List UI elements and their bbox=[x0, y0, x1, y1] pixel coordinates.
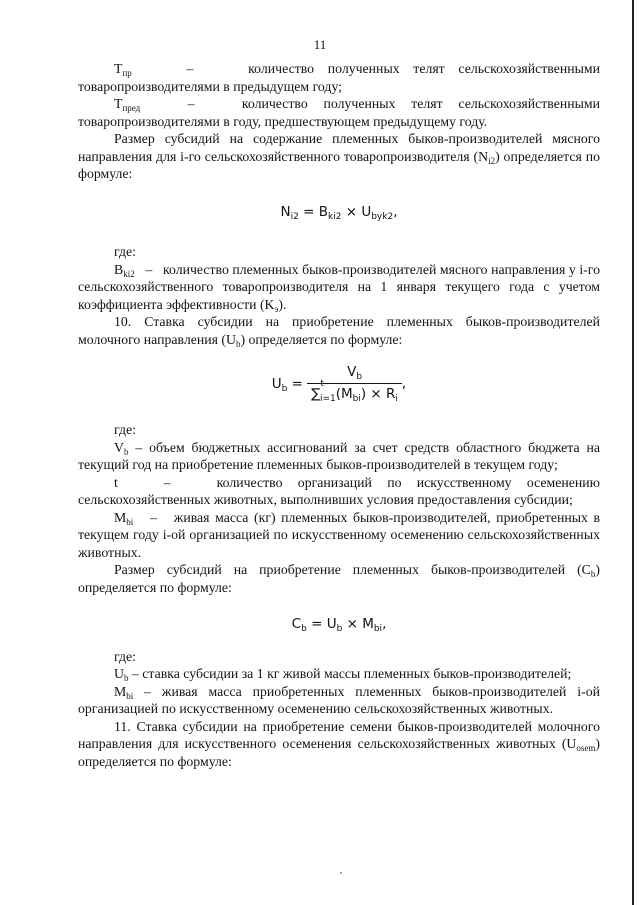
formula-ub-denominator: $\sum^t_{i=1}(M_{bi}) \times R_i$ bbox=[311, 379, 398, 404]
paragraph: $U_b$ – ставка субсидии за 1 кг живой массы племенных быков-производителей; bbox=[114, 666, 572, 683]
paragraph: $M_{bi}$ – живая масса (кг) племенных быков-производителей, приобретенных в текущем году i-ой организацией по искусственному осеменению сельскохозяйственных животных. bbox=[78, 509, 600, 560]
formula-ub-lhs: $U_b$ = bbox=[271, 375, 303, 394]
paragraph: $B_{ki2}$ – количество племенных быков-производителей мясного направления у i-го сельскохозяйственного товаропроизводителя на 1 января текущего года с учетом коэффициента эффективности $(K_э)$. bbox=[78, 261, 600, 314]
paragraph: $Т_{пред}$ – количество полученных телят сельскохозяйственными товаропроизводителями в году, предшествующем предыдущему году. bbox=[78, 96, 600, 129]
paragraph: Размер субсидий на приобретение племенных быков-производителей $(C_b)$ определяется по формуле: bbox=[78, 562, 600, 595]
formula-cb: $C_b = U_b \times M_{bi}$, bbox=[291, 616, 387, 634]
paragraph: $V_b$ – объем бюджетных ассигнований за счет средств областного бюджета на текущий год на приобретение племенных быков-производителей в текущем году; bbox=[78, 439, 600, 472]
document-body bbox=[78, 60, 600, 770]
paragraph: 10. Ставка субсидии на приобретение племенных быков-производителей молочного направления $(U_b)$ определяется по формуле: bbox=[78, 314, 600, 349]
formula-ub-fraction bbox=[307, 364, 402, 403]
paragraph: Размер субсидий на содержание племенных быков-производителей мясного направления для i-го сельскохозяйственного товаропроизводителя $(N_{i2})$ определяется по формуле: bbox=[78, 131, 600, 181]
paragraph-group-4 bbox=[78, 665, 600, 770]
formula-ub bbox=[78, 364, 600, 403]
paragraph: t – количество организаций по искусственному осеменению сельскохозяйственных животных, выполнивших условия предоставления субсидии; bbox=[78, 474, 600, 507]
paragraph: $M_{bi}$ – живая масса приобретенных племенных быков-производителей i-ой организацией по искусственному осеменению сельскохозяйственных животных. bbox=[78, 683, 600, 716]
scan-speck bbox=[340, 872, 342, 874]
where-label-3: где: bbox=[114, 648, 136, 664]
where-label-2: где: bbox=[114, 422, 136, 437]
paragraph-group-3 bbox=[78, 439, 600, 597]
formula-ub-numerator: $V_b$ bbox=[307, 364, 402, 384]
scan-edge bbox=[632, 0, 634, 905]
paragraph: 11. Ставка субсидии на приобретение семени быков-производителей молочного направления для искусственного осеменения сельскохозяйственных животных $(U_{osem})$ определяется по формуле: bbox=[78, 718, 600, 769]
formula-ub-tail: , bbox=[401, 375, 407, 392]
where-label-1: где: bbox=[114, 244, 136, 259]
paragraph-group-2 bbox=[78, 261, 600, 349]
page-number: 11 bbox=[313, 37, 327, 52]
paragraph: $Т_{пр}$ – количество полученных телят сельскохозяйственными товаропроизводителями в предыдущем году; bbox=[78, 61, 600, 94]
paragraph-group-1 bbox=[78, 60, 600, 183]
formula-ni2: $N_{i2} = B_{ki2} \times U_{byk2}$, bbox=[280, 203, 398, 222]
